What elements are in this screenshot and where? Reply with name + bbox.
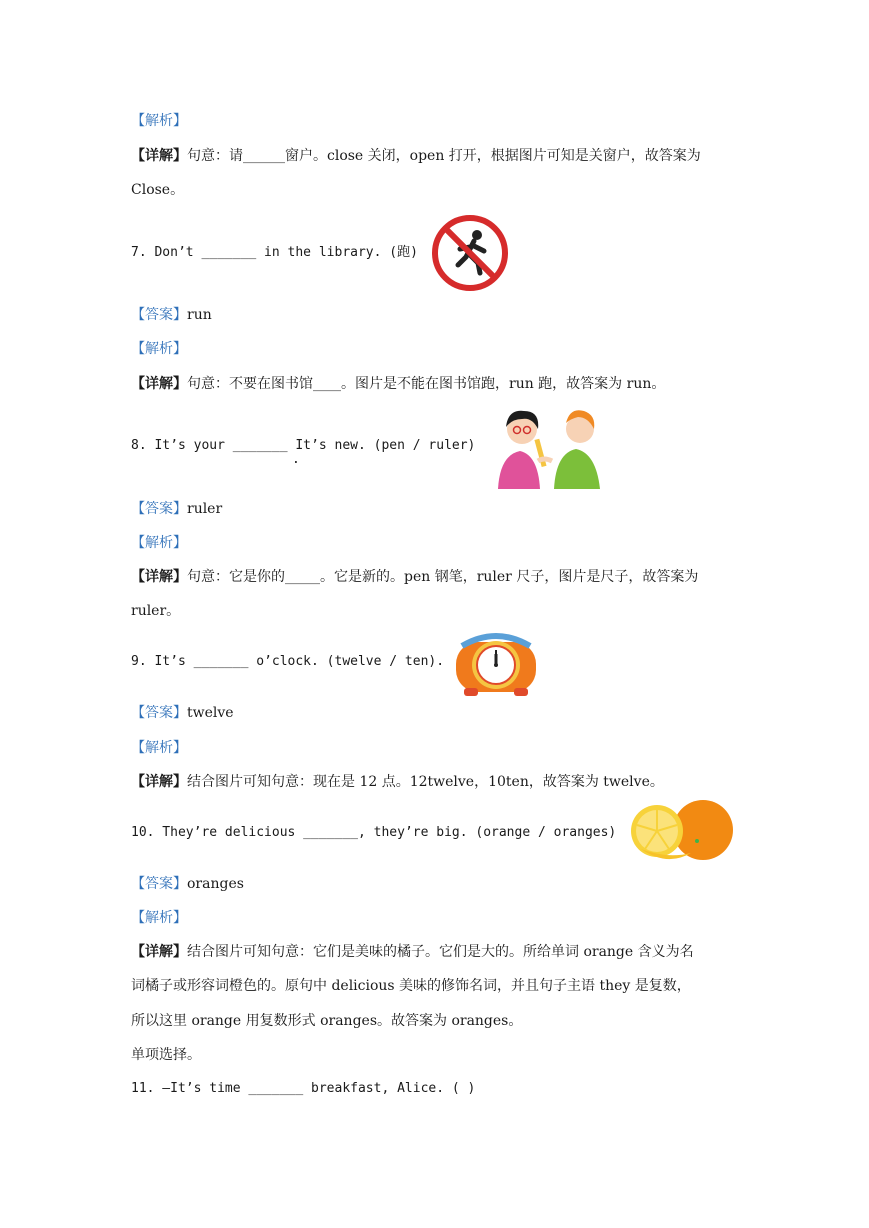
question-8-dot: . bbox=[292, 452, 300, 467]
question-8: 8. It’s your _______ It’s new. (pen / ruler) bbox=[131, 438, 476, 453]
question-10: 10. They’re delicious _______, they’re big. (orange / oranges) bbox=[131, 825, 617, 840]
answer-text: oranges bbox=[187, 876, 244, 892]
answer-tag: 【答案】 bbox=[131, 705, 187, 721]
answer-text: twelve bbox=[187, 705, 234, 721]
detail-q8-line1 bbox=[131, 567, 698, 587]
two-children-icon bbox=[492, 403, 607, 489]
analysis-tag-q8: 【解析】 bbox=[131, 535, 187, 551]
detail-q9 bbox=[131, 772, 664, 792]
question-9: 9. It’s _______ o’clock. (twelve / ten). bbox=[131, 654, 445, 669]
answer-tag: 【答案】 bbox=[131, 501, 187, 517]
detail-q8-line2: ruler。 bbox=[131, 603, 181, 619]
detail-q6-line1 bbox=[131, 146, 701, 166]
oranges-icon bbox=[627, 797, 735, 867]
alarm-clock-icon bbox=[452, 628, 540, 698]
detail-tag: 【详解】 bbox=[131, 944, 187, 960]
answer-tag: 【答案】 bbox=[131, 876, 187, 892]
detail-tag: 【详解】 bbox=[131, 774, 187, 790]
question-11: 11. —It’s time _______ breakfast, Alice. ( ) bbox=[131, 1081, 476, 1096]
detail-text: 句意：不要在图书馆____。图片是不能在图书馆跑，run 跑，故答案为 run。 bbox=[187, 376, 666, 392]
analysis-tag-q6: 【解析】 bbox=[131, 113, 187, 129]
detail-q7 bbox=[131, 374, 665, 394]
detail-tag: 【详解】 bbox=[131, 376, 187, 392]
answer-q9 bbox=[131, 703, 234, 723]
answer-text: ruler bbox=[187, 501, 223, 517]
answer-q7 bbox=[131, 305, 212, 325]
detail-text: 句意：请______窗户。close 关闭，open 打开，根据图片可知是关窗户，故答案为 bbox=[187, 148, 701, 164]
detail-q10-line1 bbox=[131, 942, 694, 962]
detail-text: 结合图片可知句意：现在是 12 点。12twelve，10ten，故答案为 twelve。 bbox=[187, 774, 664, 790]
answer-q8 bbox=[131, 499, 222, 519]
answer-text: run bbox=[187, 307, 212, 323]
analysis-tag-q7: 【解析】 bbox=[131, 341, 187, 357]
answer-q10 bbox=[131, 874, 244, 894]
detail-q10-line2: 词橘子或形容词橙色的。原句中 delicious 美味的修饰名词，并且句子主语 they 是复数， bbox=[131, 978, 691, 994]
no-running-sign-icon bbox=[430, 213, 510, 293]
detail-q10-line3: 所以这里 orange 用复数形式 oranges。故答案为 oranges。 bbox=[131, 1013, 523, 1029]
question-7: 7. Don’t _______ in the library. (跑) bbox=[131, 245, 418, 260]
detail-q6-line2: Close。 bbox=[131, 182, 185, 198]
detail-text: 句意：它是你的_____。它是新的。pen 钢笔，ruler 尺子，图片是尺子，故答案为 bbox=[187, 569, 699, 585]
analysis-tag-q10: 【解析】 bbox=[131, 910, 187, 926]
analysis-tag-q9: 【解析】 bbox=[131, 740, 187, 756]
answer-tag: 【答案】 bbox=[131, 307, 187, 323]
section-title: 单项选择。 bbox=[131, 1047, 201, 1063]
detail-tag: 【详解】 bbox=[131, 569, 187, 585]
detail-text: 结合图片可知句意：它们是美味的橘子。它们是大的。所给单词 orange 含义为名 bbox=[187, 944, 694, 960]
detail-tag: 【详解】 bbox=[131, 148, 187, 164]
